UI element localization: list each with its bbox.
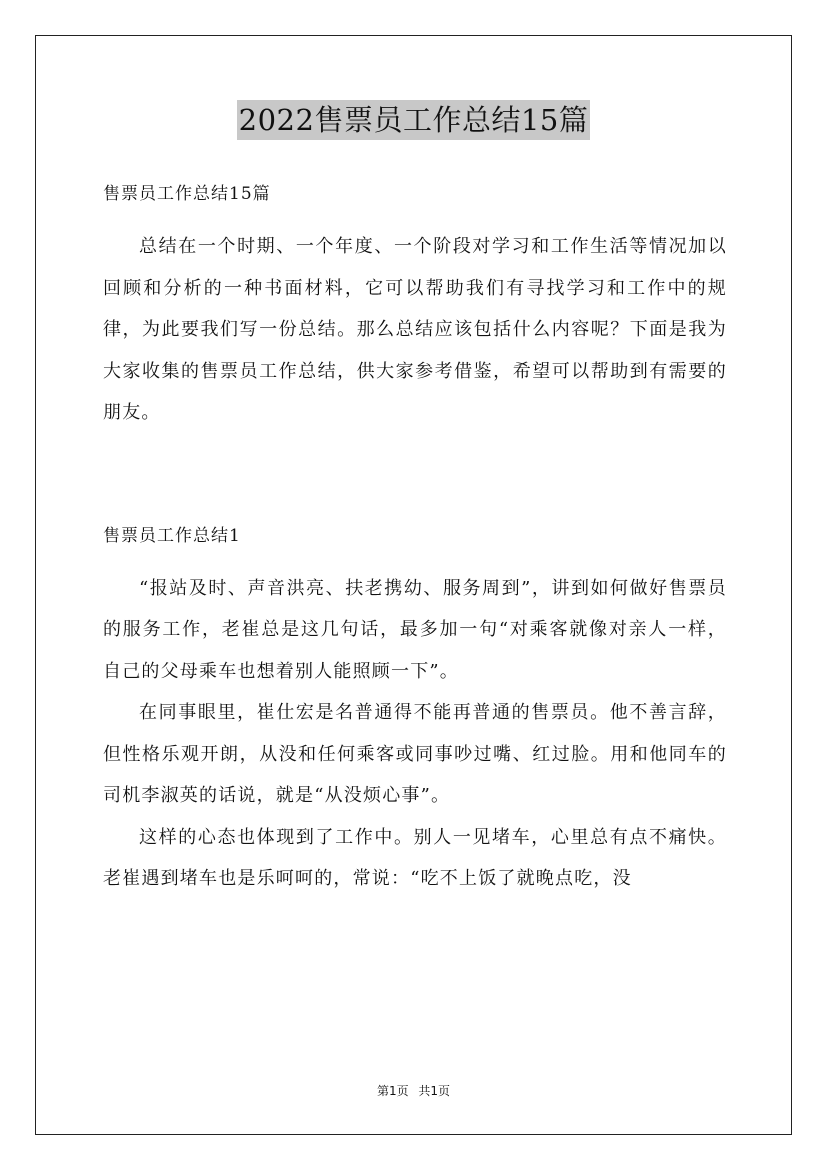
section1-paragraph-3: 这样的心态也体现到了工作中。别人一见堵车，心里总有点不痛快。老崔遇到堵车也是乐呵呵的，常说：“吃不上饭了就晚点吃，没 <box>103 826 727 889</box>
section1-paragraph-1: “报站及时、声音洪亮、扶老携幼、服务周到”，讲到如何做好售票员的服务工作，老崔总是这几句话，最多加一句“对乘客就像对亲人一样，自己的父母乘车也想着别人能照顾一下”。 <box>103 577 727 682</box>
page-number-total: 共1页 <box>418 1084 451 1098</box>
page-number-current: 第1页 <box>376 1084 409 1098</box>
title-container <box>0 100 827 140</box>
page-footer <box>0 1082 827 1099</box>
section1-paragraph-2: 在同事眼里，崔仕宏是名普通得不能再普通的售票员。他不善言辞，但性格乐观开朗，从没和任何乘客或同事吵过嘴、红过脸。用和他同车的司机李淑英的话说，就是“从没烦心事”。 <box>103 702 727 806</box>
intro-paragraph: 总结在一个时期、一个年度、一个阶段对学习和工作生活等情况加以回顾和分析的一种书面材料，它可以帮助我们有寻找学习和工作中的规律，为此要我们写一份总结。那么总结应该包括什么内容呢？下面是我为大家收集的售票员工作总结，供大家参考借鉴，希望可以帮助到有需要的朋友。 <box>103 236 727 423</box>
document-title: 2022售票员工作总结15篇 <box>237 100 591 140</box>
section-heading-1: 售票员工作总结1 <box>103 525 241 546</box>
document-body <box>103 170 727 900</box>
main-subheading: 售票员工作总结15篇 <box>103 184 271 204</box>
